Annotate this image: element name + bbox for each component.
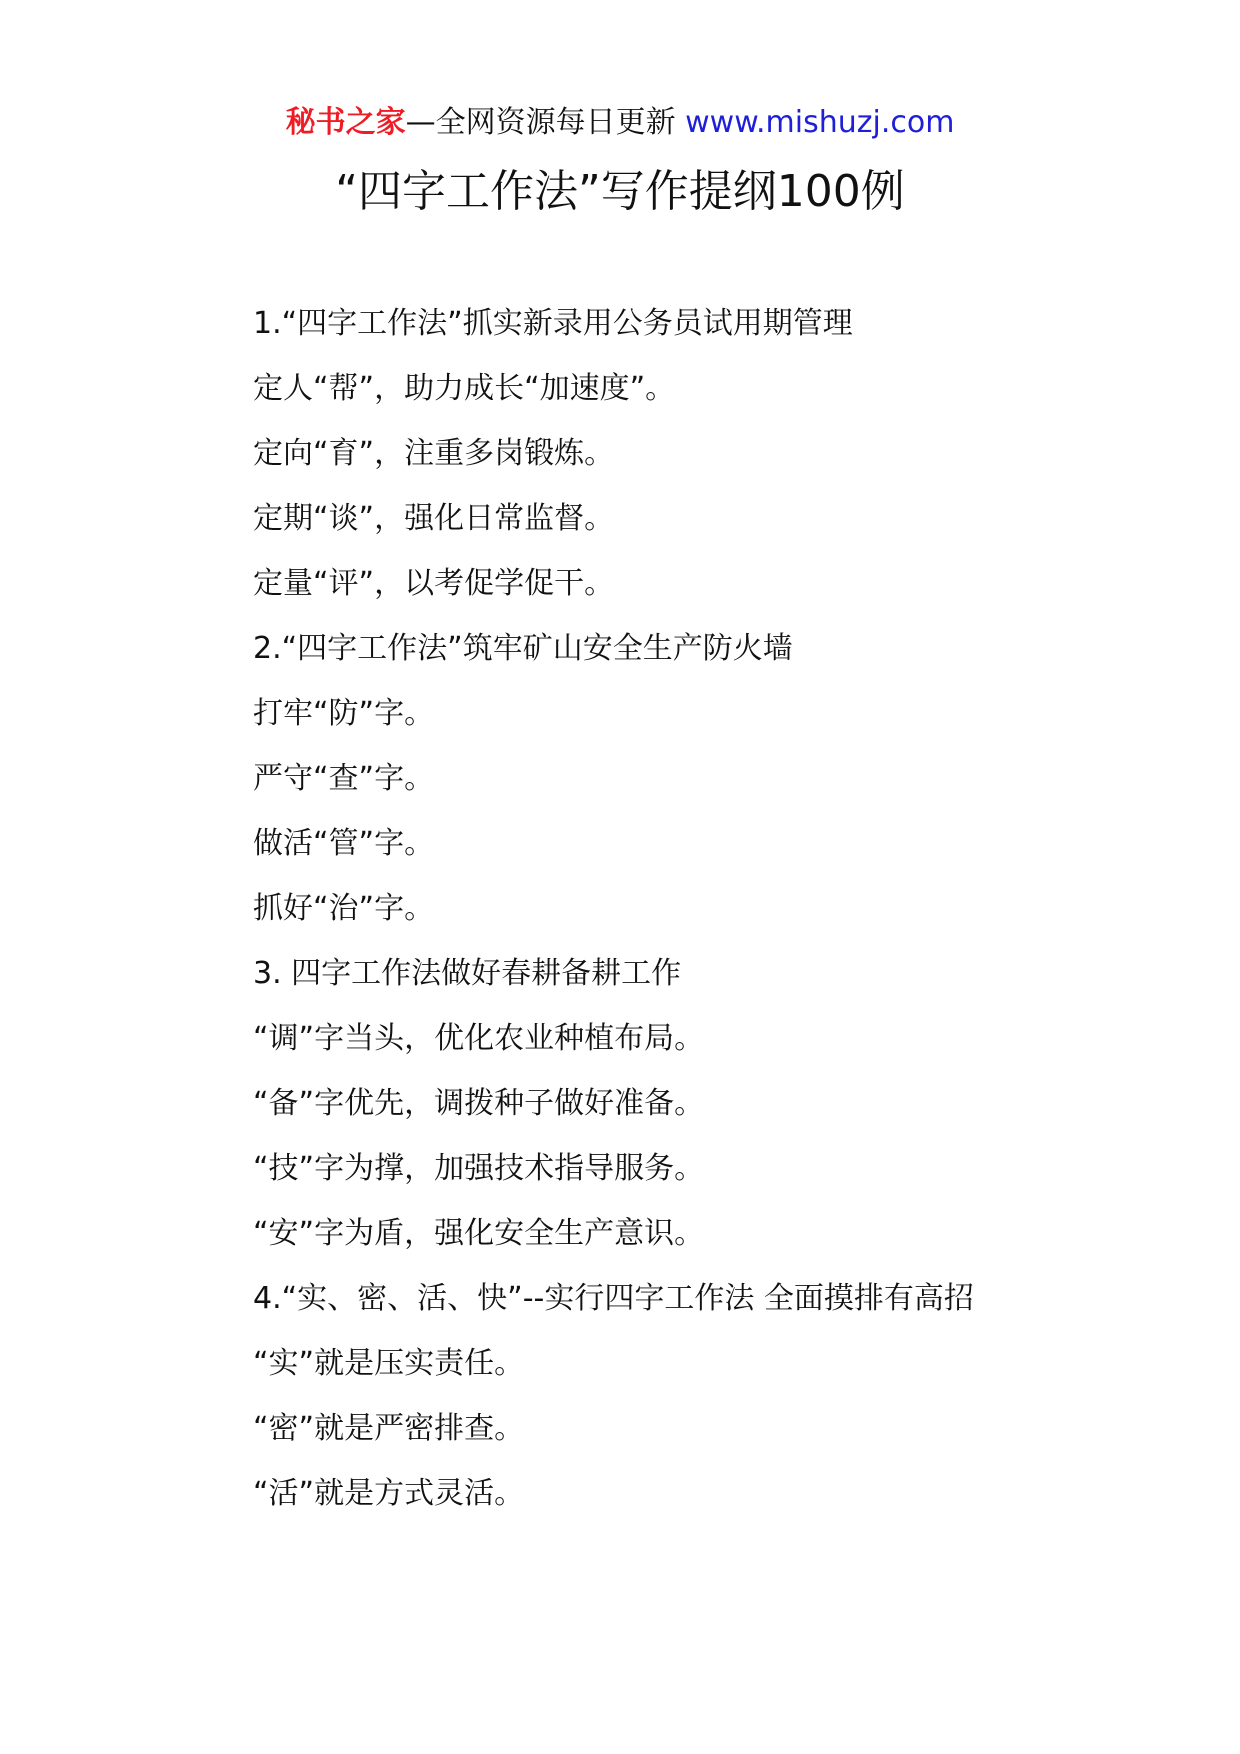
body-line: 抓好“治”字。 [253,891,435,926]
body-line: 定期“谈”，强化日常监督。 [253,501,615,536]
body-line: 定量“评”，以考促学促干。 [253,566,615,601]
body-line: “实”就是压实责任。 [253,1346,525,1381]
site-url-link[interactable]: www.mishuzj.com [685,105,955,140]
body-line: “密”就是严密排查。 [253,1411,525,1446]
site-slogan: —全网资源每日更新 [405,105,686,140]
body-line: “备”字优先，调拨种子做好准备。 [253,1086,705,1121]
body-line: 做活“管”字。 [253,826,435,861]
section-heading [186,1266,1056,1331]
document-body [186,291,1056,1526]
body-line: “活”就是方式灵活。 [253,1476,525,1511]
section-heading: 2.“四字工作法”筑牢矿山安全生产防火墙 [253,631,793,666]
section-heading: 3. 四字工作法做好春耕备耕工作 [253,956,682,991]
body-line: 打牢“防”字。 [253,696,435,731]
body-line: “调”字当头，优化农业种植布局。 [253,1021,705,1056]
site-brand: 秘书之家 [285,105,406,140]
body-line: 严守“查”字。 [253,761,435,796]
body-line: 定向“育”，注重多岗锻炼。 [253,436,615,471]
section-heading: 1.“四字工作法”抓实新录用公务员试用期管理 [253,306,853,341]
body-line: “技”字为撑，加强技术指导服务。 [253,1151,705,1186]
body-line: 定人“帮”，助力成长“加速度”。 [253,371,676,406]
site-header [0,100,1240,146]
document-title: “四字工作法”写作提纲100例 [335,166,905,217]
section-heading-text: 4.“实、密、活、快”--实行四字工作法 全面摸排有高招 [253,1281,974,1316]
body-line: “安”字为盾，强化安全生产意识。 [253,1216,705,1251]
